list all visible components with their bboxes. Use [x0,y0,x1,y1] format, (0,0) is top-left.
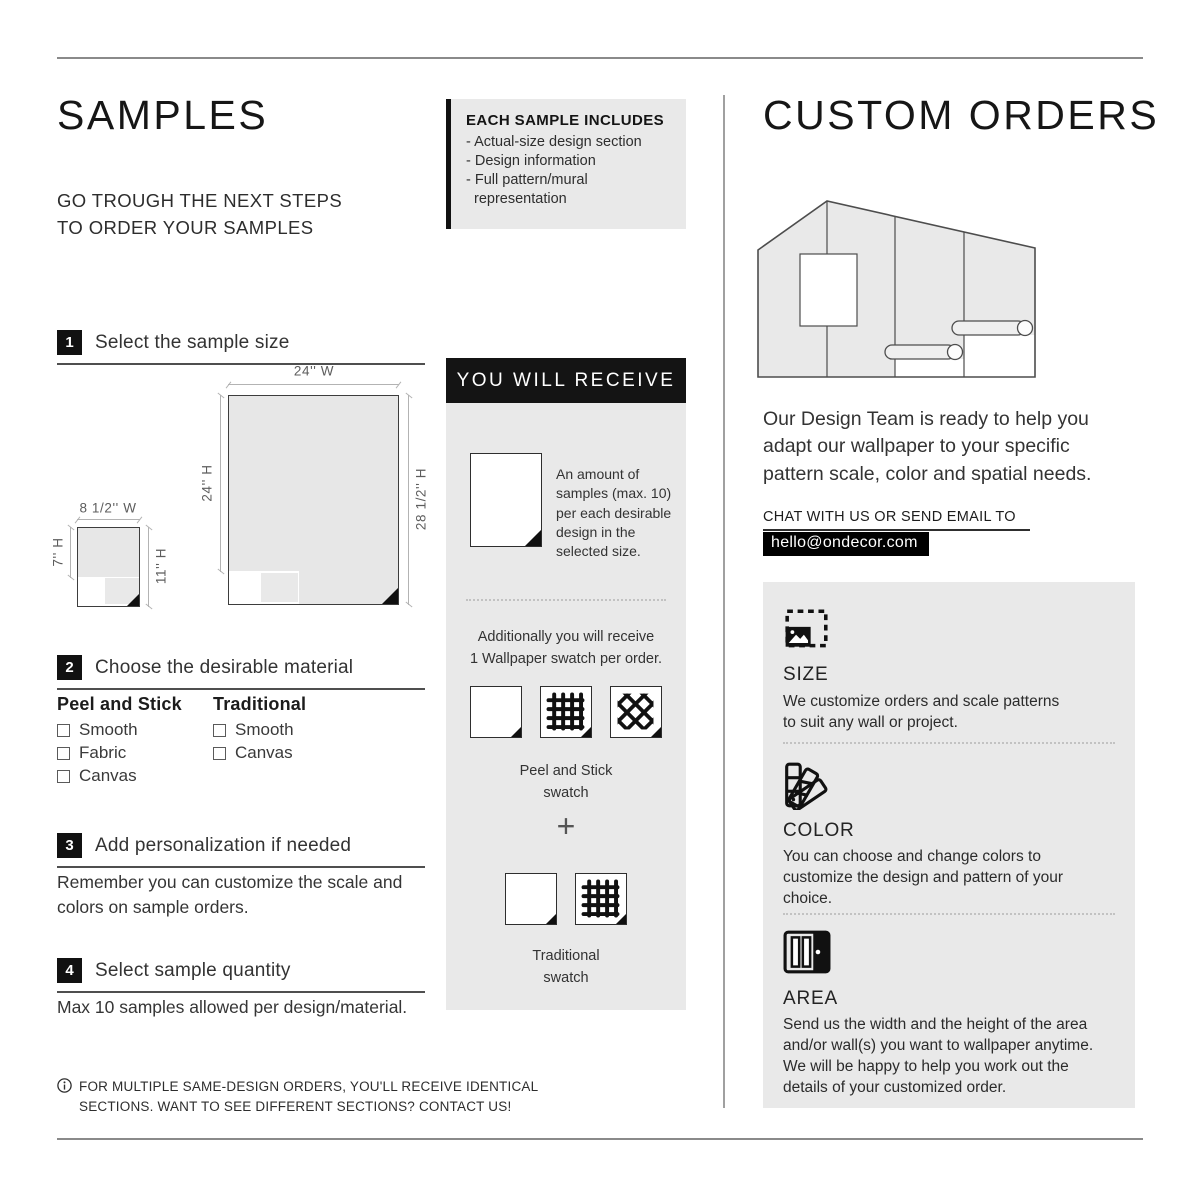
feature-color-name: COLOR [783,820,855,841]
includes-item: - Design information [466,152,676,171]
folded-corner-icon [525,530,541,546]
material-option [213,743,293,763]
peel-swatch-label-line2: swatch [543,784,589,801]
footnote [57,1077,557,1116]
dim-line-small-width [77,519,140,520]
swatch-grid-icon [575,873,627,925]
step-1-header [57,330,425,365]
dim-label-small-width: 8 1/2'' W [79,500,137,516]
dim-line-large-full-height [408,395,409,605]
custom-intro-line2: adapt our wallpaper to your specific [763,435,1070,458]
custom-features-panel [763,582,1135,1108]
feature-area-desc-line: We will be happy to help you work out the [783,1057,1069,1075]
traditional-swatch-row [446,873,686,925]
feature-area-desc-line: details of your customized order. [783,1078,1007,1096]
top-divider [57,57,1143,59]
material-group-traditional-title: Traditional [213,694,307,714]
sample-sheet-small [77,527,140,607]
swatch-plain-icon [505,873,557,925]
material-option-label: Smooth [235,720,294,739]
step-2-title: Choose the desirable material [95,656,354,678]
dim-label-small-design-height: 7'' H [50,537,66,567]
feature-area-desc [783,1015,1093,1099]
receive-samples-text: An amount of samples (max. 10) per each desirable design in the selected size. [556,466,672,560]
feature-color-desc-line: choice. [783,889,833,907]
folded-corner-icon [382,588,398,604]
plus-icon: + [556,808,576,844]
material-option-label: Smooth [79,720,138,739]
step-4-body: Max 10 samples allowed per design/material. [57,997,408,1017]
dim-line-large-design-height [220,395,221,572]
folded-corner-icon [127,594,139,606]
folded-corner-icon [616,914,626,924]
traditional-swatch-label-line2: swatch [543,969,589,986]
step-3-body: Remember you can customize the scale and colors on sample orders. [57,872,403,917]
peel-swatch-label [446,761,686,805]
sample-sheet-large [228,395,399,605]
custom-intro-line1: Our Design Team is ready to help you [763,408,1089,430]
dim-label-small-full-height: 11'' H [153,547,169,585]
traditional-swatch-label-line1: Traditional [532,948,600,964]
step-4-header [57,958,425,993]
material-option [57,720,138,740]
feature-size-desc-line: We customize orders and scale patterns [783,693,1060,710]
peel-swatch-label-line1: Peel and Stick [519,763,613,779]
chat-label: CHAT WITH US OR SEND EMAIL TO [763,509,1030,531]
dim-label-large-width: 24'' W [293,363,335,379]
dim-line-small-design-height [70,527,71,578]
samples-title: SAMPLES [57,92,269,138]
includes-item: - Actual-size design section [466,133,676,152]
material-option [213,720,294,740]
size-icon [783,606,831,659]
step-1-number: 1 [57,330,82,355]
material-option-label: Fabric [79,743,127,762]
column-divider [723,95,725,1108]
step-3-header [57,833,425,868]
footnote-text [79,1077,538,1116]
dotted-divider [783,913,1115,915]
folded-corner-icon [546,914,556,924]
feature-color-desc [783,847,1063,910]
wallpapered-wall-illustration [757,198,1039,385]
checkbox[interactable] [57,747,70,760]
peel-swatch-row [446,686,686,738]
feature-color-desc-line: You can choose and change colors to [783,848,1041,865]
material-option [57,743,126,763]
footnote-line1: FOR MULTIPLE SAME-DESIGN ORDERS, YOU'LL RECEIVE IDENTICAL [79,1079,539,1094]
samples-subtitle-line2: TO ORDER YOUR SAMPLES [57,216,314,238]
feature-size-desc-line: to suit any wall or project. [783,713,958,731]
custom-intro-line3: pattern scale, color and spatial needs. [763,462,1092,485]
custom-orders-title: CUSTOM ORDERS [763,92,1160,138]
each-sample-includes-box [446,99,686,229]
step-1-title: Select the sample size [95,331,290,353]
samples-subtitle [57,188,342,242]
swatch-crosshatch-icon [610,686,662,738]
folded-corner-icon [651,727,661,737]
info-icon [57,1078,72,1116]
color-swatches-icon [783,760,831,815]
material-group-peel-title: Peel and Stick [57,694,182,714]
footnote-line2: SECTIONS. WANT TO SEE DIFFERENT SECTIONS? CONTACT US! [79,1098,512,1114]
material-option-label: Canvas [235,743,293,762]
material-option-label: Canvas [79,766,137,785]
feature-area-desc-line: Send us the width and the height of the area [783,1016,1088,1033]
folded-corner-icon [511,727,521,737]
step-4-title: Select sample quantity [95,959,291,981]
step-2-number: 2 [57,655,82,680]
swatch-plain-icon [470,686,522,738]
samples-subtitle-line1: GO TROUGH THE NEXT STEPS [57,190,343,211]
dim-label-large-design-height: 24'' H [199,464,215,502]
includes-title: EACH SAMPLE INCLUDES [466,112,665,129]
checkbox[interactable] [213,724,226,737]
email-link[interactable]: hello@ondecor.com [763,532,929,556]
feature-area-name: AREA [783,988,838,1009]
step-3-title: Add personalization if needed [95,834,352,856]
feature-size-name: SIZE [783,664,829,685]
area-wall-icon [783,930,831,979]
step-2-header [57,655,425,690]
folded-corner-icon [581,727,591,737]
checkbox[interactable] [57,724,70,737]
step-3-number: 3 [57,833,82,858]
receive-additional-line1: Additionally you will receive [477,629,655,645]
receive-additional-text [446,627,686,671]
traditional-swatch-label [446,946,686,990]
feature-color-desc-line: customize the design and pattern of your [783,868,1064,886]
dotted-divider [466,599,666,601]
sample-page-icon [470,453,542,547]
includes-item: - Full pattern/mural representation [466,171,676,209]
swatch-grid-icon [540,686,592,738]
custom-intro-text [763,406,1091,488]
dim-line-large-width [228,384,399,385]
checkbox[interactable] [57,770,70,783]
feature-size-desc [783,692,1059,734]
feature-area-desc-line: and/or wall(s) you want to wallpaper anytime. [783,1036,1094,1054]
checkbox[interactable] [213,747,226,760]
dotted-divider [783,742,1115,744]
step-4-number: 4 [57,958,82,983]
you-will-receive-header: YOU WILL RECEIVE [446,358,686,403]
material-option [57,766,137,786]
dim-line-small-full-height [148,527,149,607]
dim-label-large-full-height: 28 1/2'' H [413,467,429,531]
sheet-inner-square [261,573,298,602]
you-will-receive-panel [446,403,686,1010]
receive-additional-line2: 1 Wallpaper swatch per order. [469,650,663,667]
bottom-divider [57,1138,1143,1140]
